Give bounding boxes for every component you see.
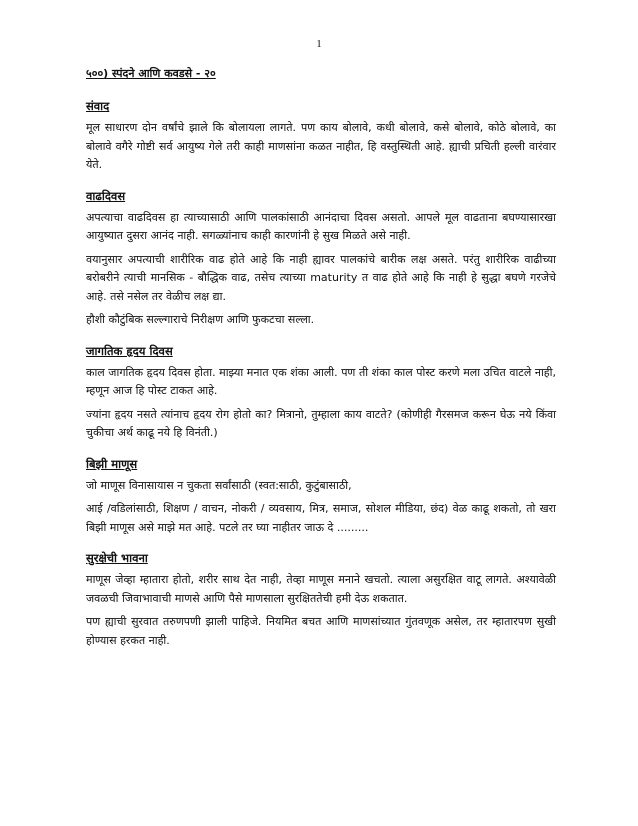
section-paragraph: माणूस जेव्हा म्हातारा होतो, शरीर साथ देत नाही, तेव्हा माणूस मनाने खचतो. त्याला असुरक्षित वाटू लागते. अश्यावेळी जवळची जिवाभावाची माणसे आणि पैसे माणसाला सुरक्षिततेची हमी देऊ शकतात. [86,573,556,605]
section [86,551,556,650]
section-heading: बिझी माणूस [86,456,138,471]
section-heading: जागतिक हृदय दिवस [86,343,173,358]
section-paragraph: काल जागतिक हृदय दिवस होता. माझ्या मनात एक शंका आली. पण ती शंका काल पोस्ट करणे मला उचित वाटले नाही, म्हणून आज हि पोस्ट टाकत आहे. [86,365,556,397]
document-title: ५००) स्पंदने आणि कवडसे - २० [86,67,216,80]
section-paragraph: जो माणूस विनासायास न चुकता सर्वांसाठी (स्वत:साठी, कुटुंबासाठी, [86,478,352,492]
section-heading: वाढदिवस [86,188,126,203]
page-number: 1 [316,38,322,50]
section-paragraph: हौशी कौटुंबिक सल्ल्गाराचे निरीक्षण आणि फुकटचा सल्ला. [86,313,315,326]
section [86,344,556,443]
section [86,457,556,538]
sections-container [86,99,556,650]
section-paragraph: पण ह्याची सुरवात तरुणपणी झाली पाहिजे. नियमित बचत आणि माणसांच्यात गुंतवणूक असेल, तर म्हातारपण सुखी होण्यास हरकत नाही. [86,615,556,647]
section [86,189,556,330]
section-paragraph: ज्यांना हृदय नसते त्यांनाच हृदय रोग होतो का? मित्रानो, तुम्हाला काय वाटते? (कोणीही गैरसमज करून घेऊ नये किंवा चुकीचा अर्थ काढू नये हि विनंती.) [86,407,556,439]
section-heading: सुरक्षेची भावना [86,551,148,565]
section-paragraph: अपत्याचा वाढदिवस हा त्याच्यासाठी आणि पालकांसाठी आनंदाचा दिवस असतो. आपले मूल वाढताना बघण्यासारखा आयुष्यात दुसरा आनंद नाही. सगळ्यांनाच काही कारणांनी हे सुख मिळते असे नाही. [86,210,556,242]
section-paragraph: वयानुसार अपत्याची शारीरिक वाढ होते आहे कि नाही ह्यावर पालकांचे बारीक लक्ष असते. परंतु शारीरिक वाढीच्या बरोबरीने त्याची मानसिक - बौद्धिक वाढ, तसेच त्याच्या maturity त वाढ होते आहे कि नाही हे सुद्धा बघणे गरजेचे आहे. तसे नसेल तर वेळीच लक्ष द्या. [86,252,556,303]
section [86,99,556,175]
document-body [86,66,556,664]
section-paragraph: आई /वडिलांसाठी, शिक्षण / वाचन, नोकरी / व्यवसाय, मित्र, समाज, सोशल मीडिया, छंद) वेळ काढू शकतो, तो खरा बिझी माणूस असे माझे मत आहे. पटले तर घ्या नाहीतर जाऊ दे ......... [86,502,556,534]
section-heading: संवाद [86,99,110,113]
section-paragraph: मूल साधारण दोन वर्षांचे झाले कि बोलायला लागते. पण काय बोलावे, कधी बोलावे, कसे बोलावे, कोठे बोलावे, का बोलावे वगैरे गोष्टी सर्व आयुष्य गेले तरी काही माणसांना कळत नाहीत, हि वस्तुस्थिती आहे. ह्याची प्रचिती हल्ली वारंवार येते. [86,121,556,171]
